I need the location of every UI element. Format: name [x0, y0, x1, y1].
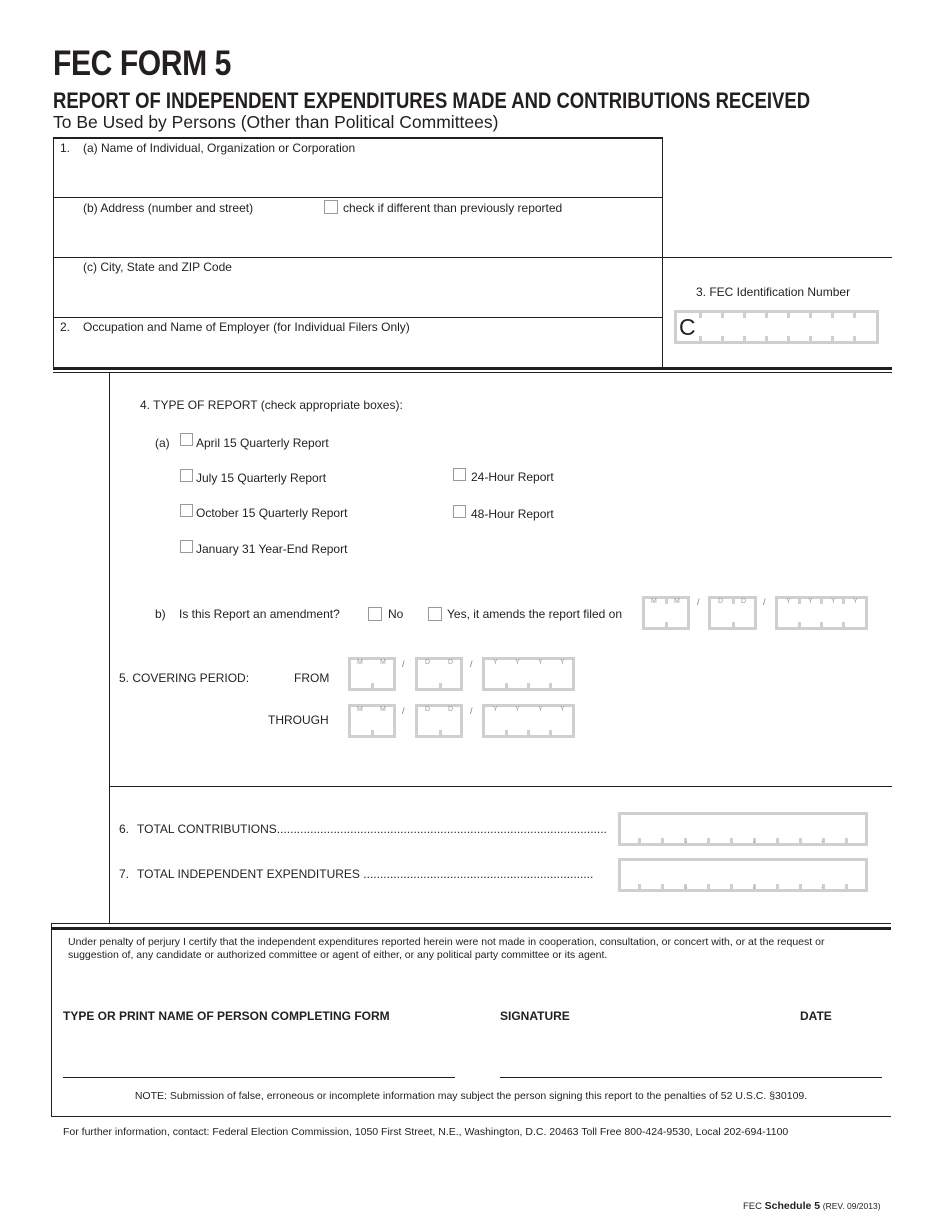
amendment-question: Is this Report an amendment?	[179, 607, 340, 621]
fec-id-label: 3. FEC Identification Number	[696, 285, 851, 299]
through-day-box[interactable]: D D	[415, 704, 463, 738]
occupation-label: Occupation and Name of Employer (for Individual Filers Only)	[83, 320, 410, 334]
through-month-box[interactable]: M M	[348, 704, 396, 738]
amendment-b-label: b)	[155, 607, 166, 621]
total-contributions-field[interactable]: , , .	[618, 812, 868, 846]
24-hour-checkbox[interactable]	[453, 468, 466, 481]
printed-name-line[interactable]	[63, 1077, 455, 1078]
fec-id-prefix: C	[679, 314, 699, 340]
amendment-day-box[interactable]: D D	[708, 596, 757, 630]
48-hour-checkbox[interactable]	[453, 505, 466, 518]
total-expenditures-field[interactable]: , , .	[618, 858, 868, 892]
form-footer: FEC Schedule 5 (REV. 09/2013)	[743, 1200, 881, 1212]
address-field[interactable]	[83, 220, 653, 254]
october-15-label: October 15 Quarterly Report	[196, 506, 348, 520]
date-label: DATE	[800, 1009, 832, 1023]
section-7-number: 7.	[119, 867, 130, 881]
from-day-box[interactable]: D D	[415, 657, 463, 691]
january-31-label: January 31 Year-End Report	[196, 542, 348, 556]
box-top-border	[53, 137, 663, 139]
report-type-label: 4. TYPE OF REPORT (check appropriate boxes):	[140, 398, 403, 412]
from-month-box[interactable]: M M	[348, 657, 396, 691]
48-hour-label: 48-Hour Report	[471, 507, 554, 521]
fec-id-field[interactable]	[674, 310, 879, 344]
address-changed-checkbox[interactable]	[324, 200, 338, 214]
divider-name	[53, 197, 663, 198]
july-15-checkbox[interactable]	[180, 469, 193, 482]
cert-bottom-border	[51, 1116, 891, 1117]
july-15-label: July 15 Quarterly Report	[196, 471, 327, 485]
cert-top-thick	[51, 927, 891, 930]
box-right-border	[662, 137, 663, 367]
cert-left-border	[51, 923, 52, 1117]
24-hour-label: 24-Hour Report	[471, 470, 554, 484]
amendment-year-box[interactable]: Y Y Y Y	[775, 596, 868, 630]
box-left-border	[53, 137, 54, 369]
october-15-checkbox[interactable]	[180, 504, 193, 517]
occupation-field[interactable]	[83, 340, 653, 364]
section-rule-thin	[53, 372, 892, 373]
signature-label: SIGNATURE	[500, 1009, 570, 1023]
penalty-note: NOTE: Submission of false, erroneous or incomplete information may subject the person signing this report to the penalties of 52 U.S.C. §30109.	[134, 1090, 808, 1102]
form-subtitle: REPORT OF INDEPENDENT EXPENDITURES MADE AND CONTRIBUTIONS RECEIVED	[53, 88, 811, 113]
amendment-month-box[interactable]: M M	[642, 596, 690, 630]
through-label: THROUGH	[268, 713, 329, 727]
form-subtitle-2: To Be Used by Persons (Other than Political Committees)	[53, 112, 499, 132]
cert-top-thin	[51, 923, 891, 924]
section-1-number: 1.	[60, 141, 71, 155]
amendment-yes-label: Yes, it amends the report filed on	[447, 607, 622, 621]
signature-date-line[interactable]	[500, 1077, 882, 1078]
name-label: (a) Name of Individual, Organization or Corporation	[83, 141, 356, 155]
section-2-number: 2.	[60, 320, 71, 334]
city-label: (c) City, State and ZIP Code	[83, 260, 232, 274]
section-rule-thick	[53, 367, 892, 370]
address-changed-label: check if different than previously reported	[343, 201, 563, 215]
totals-divider	[109, 786, 892, 787]
form-title: FEC FORM 5	[53, 44, 231, 83]
amendment-yes-checkbox[interactable]	[428, 607, 442, 621]
section-6-number: 6.	[119, 822, 130, 836]
city-field[interactable]	[83, 280, 653, 314]
name-field[interactable]	[83, 160, 653, 194]
divider-city	[53, 317, 663, 318]
april-15-label: April 15 Quarterly Report	[196, 436, 329, 450]
from-label: FROM	[294, 671, 330, 685]
through-year-box[interactable]: Y Y Y Y	[482, 704, 575, 738]
address-label: (b) Address (number and street)	[83, 201, 254, 215]
contact-info: For further information, contact: Federal Election Commission, 1050 First Street, N.E., Washington, D.C. 20463 Toll Free 800-424-9530, Local 202-694-1100	[63, 1126, 789, 1138]
january-31-checkbox[interactable]	[180, 540, 193, 553]
printed-name-label: TYPE OR PRINT NAME OF PERSON COMPLETING FORM	[63, 1009, 390, 1023]
amendment-no-checkbox[interactable]	[368, 607, 382, 621]
april-15-checkbox[interactable]	[180, 433, 193, 446]
certification-text: Under penalty of perjury I certify that the independent expenditures reported herein were not made in cooperation, consultation, or concert with, or at the request or suggestion of, any candidate or authorized committee or agent of either, or any political party committee or its agent.	[68, 936, 825, 961]
section-left-rule	[109, 373, 110, 923]
from-year-box[interactable]: Y Y Y Y	[482, 657, 575, 691]
amendment-no-label: No	[388, 607, 404, 621]
divider-address	[53, 257, 892, 258]
total-expenditures-label: TOTAL INDEPENDENT EXPENDITURES .....................................................................	[137, 867, 594, 881]
covering-period-label: 5. COVERING PERIOD:	[119, 671, 250, 685]
report-type-a-label: (a)	[155, 436, 170, 450]
total-contributions-label: TOTAL CONTRIBUTIONS...................................................................................................	[137, 822, 607, 836]
